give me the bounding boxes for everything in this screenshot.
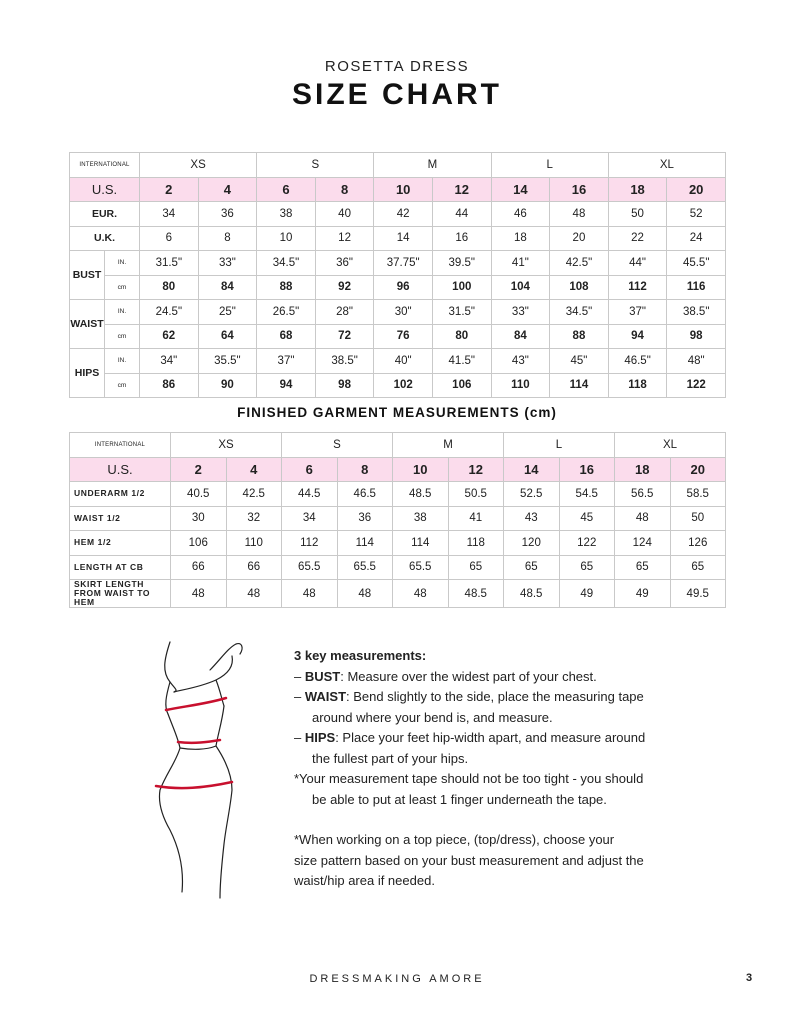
uk-size-cell: 6 — [140, 226, 199, 251]
uk-row-label: U.K. — [70, 226, 140, 251]
uk-size-row — [70, 226, 726, 251]
bust-cm-cell: 88 — [257, 275, 316, 300]
eur-size-cell: 52 — [667, 202, 726, 227]
bullet-term: WAIST — [304, 689, 347, 704]
us-size-cell: 4 — [198, 177, 257, 202]
bust-cm-cell: 104 — [491, 275, 550, 300]
us-size-cell: 14 — [491, 177, 550, 202]
size-header-cell: M — [374, 153, 491, 178]
bullet-text: Place your feet hip-width apart, and measure around — [342, 730, 646, 745]
waist-cm-cell: 64 — [198, 324, 257, 349]
international-label: INTERNATIONAL — [70, 433, 171, 458]
uk-size-cell: 24 — [667, 226, 726, 251]
eur-size-cell: 44 — [432, 202, 491, 227]
eur-size-cell: 50 — [608, 202, 667, 227]
size-header-cell: XL — [615, 433, 726, 458]
eur-size-cell: 34 — [140, 202, 199, 227]
measurement-cell: 43 — [504, 506, 560, 531]
waist-cm-row — [70, 324, 726, 349]
bust-cm-row — [70, 275, 726, 300]
uk-size-cell: 18 — [491, 226, 550, 251]
measurement-cell: 45 — [559, 506, 615, 531]
us-size-cell: 20 — [667, 177, 726, 202]
hips-inches-row — [70, 349, 726, 374]
hips-inches-cell: 34" — [140, 349, 199, 374]
size-header-cell: S — [282, 433, 393, 458]
waist-inches-cell: 25" — [198, 300, 257, 325]
garment-measurement-row — [70, 506, 726, 531]
us-size-cell: 18 — [608, 177, 667, 202]
pattern-note-line: size pattern based on your bust measurement and adjust the — [294, 852, 644, 868]
hips-inches-cell: 40" — [374, 349, 433, 374]
unit-inches-label: IN. — [105, 251, 140, 276]
us-size-cell: 2 — [171, 457, 227, 482]
us-size-row — [70, 177, 726, 202]
measurement-label: LENGTH AT CB — [70, 555, 171, 580]
eur-size-cell: 36 — [198, 202, 257, 227]
measurement-instructions — [294, 646, 674, 892]
measurement-cell: 30 — [171, 506, 227, 531]
measurement-cell: 110 — [226, 531, 282, 556]
measurement-cell: 48 — [226, 580, 282, 608]
us-row-label: U.S. — [70, 457, 171, 482]
bust-cm-cell: 112 — [608, 275, 667, 300]
garment-measurement-row — [70, 482, 726, 507]
bust-cm-cell: 100 — [432, 275, 491, 300]
measurement-cell: 112 — [282, 531, 338, 556]
hips-cm-cell: 98 — [315, 373, 374, 398]
measurement-cell: 65 — [559, 555, 615, 580]
waist-inches-cell: 26.5" — [257, 300, 316, 325]
measurement-cell: 114 — [337, 531, 393, 556]
uk-size-cell: 22 — [608, 226, 667, 251]
measurement-cell: 66 — [226, 555, 282, 580]
waist-inches-cell: 33" — [491, 300, 550, 325]
measurement-cell: 124 — [615, 531, 671, 556]
size-header-cell: S — [257, 153, 374, 178]
measurement-cell: 49 — [559, 580, 615, 608]
us-size-cell: 10 — [393, 457, 449, 482]
waist-inches-cell: 24.5" — [140, 300, 199, 325]
waist-inches-row — [70, 300, 726, 325]
uk-size-cell: 8 — [198, 226, 257, 251]
eur-size-row — [70, 202, 726, 227]
measurement-cell: 44.5 — [282, 482, 338, 507]
eur-size-cell: 42 — [374, 202, 433, 227]
bust-cm-cell: 116 — [667, 275, 726, 300]
measurement-cell: 48 — [282, 580, 338, 608]
hips-cm-cell: 102 — [374, 373, 433, 398]
bust-inches-cell: 31.5" — [140, 251, 199, 276]
hips-inches-cell: 38.5" — [315, 349, 374, 374]
measurement-cell: 65 — [504, 555, 560, 580]
tape-note-line: *Your measurement tape should not be too tight - you should — [294, 771, 644, 786]
bust-inches-cell: 34.5" — [257, 251, 316, 276]
bullet-text: Bend slightly to the side, place the measuring tape — [353, 689, 644, 704]
measurement-cell: 50 — [670, 506, 726, 531]
measurement-label: SKIRT LENGTH FROM WAIST TO HEM — [70, 580, 171, 608]
international-size-row — [70, 433, 726, 458]
eur-size-cell: 48 — [550, 202, 609, 227]
page-title: SIZE CHART — [292, 78, 502, 111]
bust-cm-cell: 96 — [374, 275, 433, 300]
us-size-cell: 6 — [282, 457, 338, 482]
pattern-note-line: *When working on a top piece, (top/dress), choose your — [294, 832, 615, 847]
measurement-cell: 48 — [171, 580, 227, 608]
bullet-dash: – — [294, 668, 305, 684]
hips-inches-cell: 46.5" — [608, 349, 667, 374]
us-size-cell: 6 — [257, 177, 316, 202]
bullet-continuation: around where your bend is, and measure. — [312, 709, 553, 725]
measurement-label: WAIST 1/2 — [70, 506, 171, 531]
dress-name: ROSETTA DRESS — [324, 58, 470, 75]
bust-inches-cell: 39.5" — [432, 251, 491, 276]
us-size-cell: 8 — [315, 177, 374, 202]
us-row-label: U.S. — [70, 177, 140, 202]
waist-cm-cell: 84 — [491, 324, 550, 349]
waist-cm-cell: 62 — [140, 324, 199, 349]
bullet-dash: – — [294, 689, 305, 704]
measurement-cell: 65.5 — [393, 555, 449, 580]
measurement-cell: 34 — [282, 506, 338, 531]
uk-size-cell: 10 — [257, 226, 316, 251]
bust-row-label: BUST — [70, 251, 105, 300]
waist-row-label: WAIST — [70, 300, 105, 349]
us-size-cell: 16 — [559, 457, 615, 482]
garment-measurement-row — [70, 555, 726, 580]
measurement-cell: 48.5 — [393, 482, 449, 507]
garment-measurement-row — [70, 580, 726, 608]
hips-cm-cell: 110 — [491, 373, 550, 398]
us-size-cell: 4 — [226, 457, 282, 482]
international-label: INTERNATIONAL — [70, 153, 140, 178]
eur-row-label: EUR. — [70, 202, 140, 227]
measurement-cell: 42.5 — [226, 482, 282, 507]
us-size-cell: 16 — [550, 177, 609, 202]
measurement-cell: 118 — [448, 531, 504, 556]
us-size-cell: 18 — [615, 457, 671, 482]
measurement-cell: 48.5 — [448, 580, 504, 608]
measurement-cell: 48.5 — [504, 580, 560, 608]
measurement-cell: 41 — [448, 506, 504, 531]
measurement-cell: 40.5 — [171, 482, 227, 507]
measurement-cell: 58.5 — [670, 482, 726, 507]
size-header-cell: XS — [140, 153, 257, 178]
measurement-cell: 38 — [393, 506, 449, 531]
eur-size-cell: 46 — [491, 202, 550, 227]
garment-measurements-heading: FINISHED GARMENT MEASUREMENTS (cm) — [237, 405, 557, 420]
waist-cm-cell: 88 — [550, 324, 609, 349]
waist-cm-cell: 68 — [257, 324, 316, 349]
us-size-cell: 2 — [140, 177, 199, 202]
measurement-bullet: – BUST: Measure over the widest part of your chest. — [294, 668, 597, 684]
hips-cm-cell: 94 — [257, 373, 316, 398]
bullet-continuation: the fullest part of your hips. — [312, 750, 469, 766]
bust-cm-cell: 80 — [140, 275, 199, 300]
measurement-cell: 49.5 — [670, 580, 726, 608]
unit-inches-label: IN. — [105, 300, 140, 325]
international-size-row — [70, 153, 726, 178]
bust-inches-cell: 41" — [491, 251, 550, 276]
waist-cm-cell: 80 — [432, 324, 491, 349]
measurement-cell: 54.5 — [559, 482, 615, 507]
bust-cm-cell: 92 — [315, 275, 374, 300]
measurement-cell: 65.5 — [337, 555, 393, 580]
measurement-bullet: – WAIST: Bend slightly to the side, place the measuring tape — [294, 689, 644, 704]
measurement-bullet: – HIPS: Place your feet hip-width apart, and measure around — [294, 730, 646, 745]
measurement-label: HEM 1/2 — [70, 531, 171, 556]
bust-inches-row — [70, 251, 726, 276]
bust-cm-cell: 84 — [198, 275, 257, 300]
waist-inches-cell: 37" — [608, 300, 667, 325]
bust-cm-cell: 108 — [550, 275, 609, 300]
tape-note-line: be able to put at least 1 finger underneath the tape. — [312, 791, 607, 807]
us-size-row — [70, 457, 726, 482]
measurement-cell: 65 — [615, 555, 671, 580]
bust-inches-cell: 45.5" — [667, 251, 726, 276]
waist-cm-cell: 94 — [608, 324, 667, 349]
measurement-cell: 56.5 — [615, 482, 671, 507]
bullet-text: Measure over the widest part of your chest. — [347, 668, 597, 684]
us-size-cell: 12 — [448, 457, 504, 482]
us-size-cell: 10 — [374, 177, 433, 202]
size-chart-table — [69, 152, 726, 398]
garment-measurement-row — [70, 531, 726, 556]
waist-cm-cell: 76 — [374, 324, 433, 349]
garment-measurements-table — [69, 432, 726, 608]
measurement-cell: 122 — [559, 531, 615, 556]
size-header-cell: M — [393, 433, 504, 458]
hips-cm-cell: 114 — [550, 373, 609, 398]
measurement-cell: 120 — [504, 531, 560, 556]
page-number: 3 — [746, 972, 753, 984]
bust-inches-cell: 37.75" — [374, 251, 433, 276]
size-header-cell: XL — [608, 153, 725, 178]
uk-size-cell: 20 — [550, 226, 609, 251]
unit-cm-label: cm — [105, 324, 140, 349]
eur-size-cell: 40 — [315, 202, 374, 227]
waist-inches-cell: 34.5" — [550, 300, 609, 325]
waist-inches-cell: 28" — [315, 300, 374, 325]
measurement-cell: 114 — [393, 531, 449, 556]
bullet-dash: – — [294, 730, 305, 745]
instructions-heading: 3 key measurements: — [294, 648, 427, 663]
hips-inches-cell: 37" — [257, 349, 316, 374]
hips-cm-cell: 122 — [667, 373, 726, 398]
bust-inches-cell: 33" — [198, 251, 257, 276]
hips-cm-cell: 86 — [140, 373, 199, 398]
bust-measure-line — [166, 698, 226, 710]
measurement-label: UNDERARM 1/2 — [70, 482, 171, 507]
us-size-cell: 14 — [504, 457, 560, 482]
hips-measure-line — [156, 782, 232, 788]
hips-cm-row — [70, 373, 726, 398]
uk-size-cell: 16 — [432, 226, 491, 251]
measurement-cell: 66 — [171, 555, 227, 580]
measurement-cell: 50.5 — [448, 482, 504, 507]
unit-cm-label: cm — [105, 373, 140, 398]
brand-footer: DRESSMAKING AMORE — [309, 973, 485, 985]
measurement-cell: 36 — [337, 506, 393, 531]
hips-cm-cell: 118 — [608, 373, 667, 398]
bust-inches-cell: 36" — [315, 251, 374, 276]
unit-cm-label: cm — [105, 275, 140, 300]
measurement-cell: 48 — [393, 580, 449, 608]
unit-inches-label: IN. — [105, 349, 140, 374]
bust-inches-cell: 44" — [608, 251, 667, 276]
hips-inches-cell: 48" — [667, 349, 726, 374]
hips-inches-cell: 43" — [491, 349, 550, 374]
waist-cm-cell: 72 — [315, 324, 374, 349]
measurement-cell: 65 — [670, 555, 726, 580]
measurement-cell: 32 — [226, 506, 282, 531]
pattern-note-line: waist/hip area if needed. — [294, 873, 435, 888]
measurement-cell: 52.5 — [504, 482, 560, 507]
measurement-cell: 65.5 — [282, 555, 338, 580]
size-header-cell: L — [504, 433, 615, 458]
hips-cm-cell: 90 — [198, 373, 257, 398]
body-figure-illustration — [140, 630, 250, 900]
size-header-cell: L — [491, 153, 608, 178]
bullet-term: BUST — [304, 668, 341, 684]
waist-cm-cell: 98 — [667, 324, 726, 349]
hips-inches-cell: 41.5" — [432, 349, 491, 374]
measurement-cell: 49 — [615, 580, 671, 608]
us-size-cell: 12 — [432, 177, 491, 202]
uk-size-cell: 12 — [315, 226, 374, 251]
us-size-cell: 20 — [670, 457, 726, 482]
waist-inches-cell: 30" — [374, 300, 433, 325]
waist-inches-cell: 31.5" — [432, 300, 491, 325]
measurement-cell: 46.5 — [337, 482, 393, 507]
hips-cm-cell: 106 — [432, 373, 491, 398]
us-size-cell: 8 — [337, 457, 393, 482]
bust-inches-cell: 42.5" — [550, 251, 609, 276]
measurement-cell: 106 — [171, 531, 227, 556]
hips-row-label: HIPS — [70, 349, 105, 398]
measurement-cell: 48 — [337, 580, 393, 608]
bullet-term: HIPS — [304, 730, 336, 745]
hips-inches-cell: 35.5" — [198, 349, 257, 374]
waist-measure-line — [178, 740, 220, 743]
measurement-cell: 65 — [448, 555, 504, 580]
uk-size-cell: 14 — [374, 226, 433, 251]
hips-inches-cell: 45" — [550, 349, 609, 374]
eur-size-cell: 38 — [257, 202, 316, 227]
measurement-cell: 126 — [670, 531, 726, 556]
waist-inches-cell: 38.5" — [667, 300, 726, 325]
measurement-cell: 48 — [615, 506, 671, 531]
size-header-cell: XS — [171, 433, 282, 458]
